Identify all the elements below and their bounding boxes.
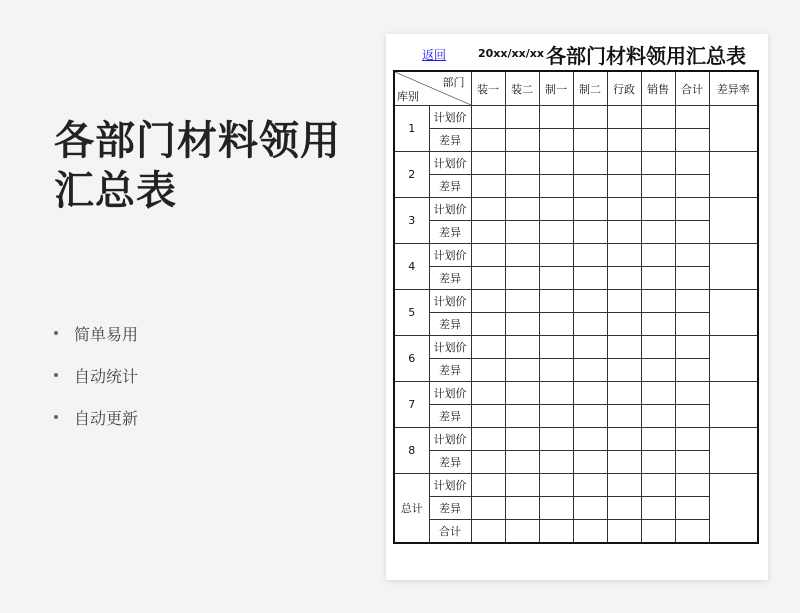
corner-warehouse-label: 库别 <box>397 90 419 103</box>
sheet-date: 20xx/xx/xx <box>478 47 544 60</box>
value-cell[interactable] <box>573 520 607 544</box>
value-cell[interactable] <box>505 175 539 198</box>
value-cell[interactable] <box>573 359 607 382</box>
value-cell[interactable] <box>471 497 505 520</box>
value-cell[interactable] <box>505 382 539 405</box>
total-row <box>394 520 758 544</box>
variance-rate-cell[interactable] <box>709 428 758 474</box>
value-cell[interactable] <box>607 405 641 428</box>
value-cell[interactable] <box>573 198 607 221</box>
feature-label: 简单易用 <box>74 324 139 344</box>
table-row <box>394 221 758 244</box>
corner-dept-label: 部门 <box>442 76 465 89</box>
total-row <box>394 497 758 520</box>
row-label-cell: 计划价 <box>429 106 471 129</box>
table-row <box>394 198 758 221</box>
table-row <box>394 428 758 451</box>
value-cell[interactable] <box>675 428 709 451</box>
value-cell[interactable] <box>641 129 675 152</box>
value-cell[interactable] <box>505 267 539 290</box>
table-row <box>394 382 758 405</box>
group-number-cell: 2 <box>394 152 429 198</box>
value-cell[interactable] <box>607 129 641 152</box>
back-link[interactable]: 返回 <box>422 48 447 62</box>
row-label-cell: 差异 <box>429 313 471 336</box>
value-cell[interactable] <box>607 198 641 221</box>
value-cell[interactable] <box>607 520 641 544</box>
column-header: 制一 <box>539 71 573 106</box>
value-cell[interactable] <box>505 129 539 152</box>
value-cell[interactable] <box>675 267 709 290</box>
value-cell[interactable] <box>539 451 573 474</box>
value-cell[interactable] <box>573 175 607 198</box>
bullet-icon <box>54 415 58 419</box>
value-cell[interactable] <box>675 152 709 175</box>
page-title-line-2: 汇总表 <box>54 168 177 214</box>
value-cell[interactable] <box>539 497 573 520</box>
value-cell[interactable] <box>539 175 573 198</box>
value-cell[interactable] <box>573 106 607 129</box>
value-cell[interactable] <box>539 405 573 428</box>
value-cell[interactable] <box>675 405 709 428</box>
table-row <box>394 129 758 152</box>
value-cell[interactable] <box>641 290 675 313</box>
row-label-cell: 计划价 <box>429 198 471 221</box>
column-header: 合计 <box>675 71 709 106</box>
value-cell[interactable] <box>641 359 675 382</box>
value-cell[interactable] <box>675 451 709 474</box>
value-cell[interactable] <box>505 106 539 129</box>
value-cell[interactable] <box>573 428 607 451</box>
value-cell[interactable] <box>539 106 573 129</box>
feature-item <box>54 312 138 354</box>
row-label-cell: 计划价 <box>429 428 471 451</box>
value-cell[interactable] <box>471 405 505 428</box>
row-label-cell: 差异 <box>429 405 471 428</box>
value-cell[interactable] <box>607 451 641 474</box>
value-cell[interactable] <box>607 267 641 290</box>
value-cell[interactable] <box>539 428 573 451</box>
value-cell[interactable] <box>607 382 641 405</box>
value-cell[interactable] <box>505 405 539 428</box>
group-number-cell: 4 <box>394 244 429 290</box>
table-row <box>394 175 758 198</box>
value-cell[interactable] <box>607 152 641 175</box>
corner-header-cell <box>394 71 471 106</box>
value-cell[interactable] <box>471 474 505 497</box>
value-cell[interactable] <box>641 336 675 359</box>
row-label-cell: 差异 <box>429 359 471 382</box>
value-cell[interactable] <box>675 474 709 497</box>
row-label-cell: 差异 <box>429 175 471 198</box>
value-cell[interactable] <box>505 428 539 451</box>
value-cell[interactable] <box>641 152 675 175</box>
row-label-cell: 差异 <box>429 221 471 244</box>
value-cell[interactable] <box>641 244 675 267</box>
value-cell[interactable] <box>641 313 675 336</box>
variance-rate-cell[interactable] <box>709 382 758 428</box>
value-cell[interactable] <box>675 336 709 359</box>
value-cell[interactable] <box>675 290 709 313</box>
row-label-cell: 合计 <box>429 520 471 544</box>
value-cell[interactable] <box>573 451 607 474</box>
value-cell[interactable] <box>573 405 607 428</box>
value-cell[interactable] <box>539 474 573 497</box>
feature-item <box>54 354 138 396</box>
value-cell[interactable] <box>573 336 607 359</box>
value-cell[interactable] <box>573 244 607 267</box>
value-cell[interactable] <box>607 106 641 129</box>
value-cell[interactable] <box>539 290 573 313</box>
table-body <box>394 71 758 543</box>
table-row <box>394 451 758 474</box>
value-cell[interactable] <box>573 382 607 405</box>
value-cell[interactable] <box>641 474 675 497</box>
value-cell[interactable] <box>505 520 539 544</box>
value-cell[interactable] <box>607 175 641 198</box>
value-cell[interactable] <box>505 336 539 359</box>
value-cell[interactable] <box>641 428 675 451</box>
value-cell[interactable] <box>471 451 505 474</box>
value-cell[interactable] <box>539 520 573 544</box>
table-row <box>394 290 758 313</box>
value-cell[interactable] <box>573 497 607 520</box>
value-cell[interactable] <box>505 451 539 474</box>
feature-label: 自动统计 <box>74 366 139 386</box>
row-label-cell: 计划价 <box>429 336 471 359</box>
value-cell[interactable] <box>539 359 573 382</box>
value-cell[interactable] <box>505 474 539 497</box>
value-cell[interactable] <box>607 336 641 359</box>
value-cell[interactable] <box>505 313 539 336</box>
value-cell[interactable] <box>471 290 505 313</box>
value-cell[interactable] <box>607 497 641 520</box>
total-label-cell: 总计 <box>394 474 429 544</box>
value-cell[interactable] <box>607 221 641 244</box>
variance-rate-cell[interactable] <box>709 290 758 336</box>
value-cell[interactable] <box>641 451 675 474</box>
value-cell[interactable] <box>471 382 505 405</box>
value-cell[interactable] <box>641 267 675 290</box>
column-header: 制二 <box>573 71 607 106</box>
value-cell[interactable] <box>539 267 573 290</box>
column-header: 销售 <box>641 71 675 106</box>
row-label-cell: 计划价 <box>429 382 471 405</box>
value-cell[interactable] <box>505 198 539 221</box>
value-cell[interactable] <box>641 198 675 221</box>
column-header: 装一 <box>471 71 505 106</box>
sheet-title: 各部门材料领用汇总表 <box>546 44 746 68</box>
value-cell[interactable] <box>471 129 505 152</box>
group-number-cell: 7 <box>394 382 429 428</box>
value-cell[interactable] <box>539 129 573 152</box>
value-cell[interactable] <box>471 175 505 198</box>
value-cell[interactable] <box>539 198 573 221</box>
row-label-cell: 差异 <box>429 451 471 474</box>
page-title-line-1: 各部门材料领用 <box>54 118 341 164</box>
value-cell[interactable] <box>675 382 709 405</box>
value-cell[interactable] <box>471 221 505 244</box>
value-cell[interactable] <box>471 336 505 359</box>
table-row <box>394 405 758 428</box>
column-header: 装二 <box>505 71 539 106</box>
value-cell[interactable] <box>471 520 505 544</box>
value-cell[interactable] <box>641 382 675 405</box>
variance-rate-cell[interactable] <box>709 106 758 152</box>
value-cell[interactable] <box>641 405 675 428</box>
value-cell[interactable] <box>675 359 709 382</box>
value-cell[interactable] <box>539 221 573 244</box>
value-cell[interactable] <box>675 129 709 152</box>
value-cell[interactable] <box>641 175 675 198</box>
value-cell[interactable] <box>573 474 607 497</box>
value-cell[interactable] <box>505 152 539 175</box>
value-cell[interactable] <box>675 244 709 267</box>
value-cell[interactable] <box>607 428 641 451</box>
table-row <box>394 359 758 382</box>
value-cell[interactable] <box>607 290 641 313</box>
row-label-cell: 计划价 <box>429 290 471 313</box>
value-cell[interactable] <box>471 244 505 267</box>
row-label-cell: 计划价 <box>429 152 471 175</box>
row-label-cell: 差异 <box>429 267 471 290</box>
value-cell[interactable] <box>539 313 573 336</box>
variance-rate-cell[interactable] <box>709 474 758 544</box>
value-cell[interactable] <box>607 359 641 382</box>
group-number-cell: 1 <box>394 106 429 152</box>
value-cell[interactable] <box>573 267 607 290</box>
value-cell[interactable] <box>675 520 709 544</box>
value-cell[interactable] <box>641 106 675 129</box>
value-cell[interactable] <box>675 106 709 129</box>
summary-table <box>393 70 759 544</box>
value-cell[interactable] <box>675 313 709 336</box>
variance-rate-cell[interactable] <box>709 336 758 382</box>
group-number-cell: 8 <box>394 428 429 474</box>
value-cell[interactable] <box>641 520 675 544</box>
value-cell[interactable] <box>539 336 573 359</box>
value-cell[interactable] <box>539 244 573 267</box>
group-number-cell: 6 <box>394 336 429 382</box>
header-row <box>394 71 758 106</box>
row-label-cell: 差异 <box>429 497 471 520</box>
value-cell[interactable] <box>675 221 709 244</box>
bullet-icon <box>54 373 58 377</box>
table-row <box>394 106 758 129</box>
table-row <box>394 244 758 267</box>
column-header: 行政 <box>607 71 641 106</box>
value-cell[interactable] <box>607 244 641 267</box>
column-header: 差异率 <box>709 71 758 106</box>
value-cell[interactable] <box>607 313 641 336</box>
value-cell[interactable] <box>471 359 505 382</box>
value-cell[interactable] <box>675 198 709 221</box>
spreadsheet-preview <box>386 34 768 580</box>
table-row <box>394 152 758 175</box>
page-title <box>54 116 341 216</box>
value-cell[interactable] <box>505 244 539 267</box>
value-cell[interactable] <box>471 267 505 290</box>
bullet-icon <box>54 331 58 335</box>
value-cell[interactable] <box>641 221 675 244</box>
value-cell[interactable] <box>539 382 573 405</box>
group-number-cell: 3 <box>394 198 429 244</box>
table-row <box>394 336 758 359</box>
sheet-header <box>386 34 768 70</box>
value-cell[interactable] <box>675 497 709 520</box>
value-cell[interactable] <box>505 359 539 382</box>
value-cell[interactable] <box>573 290 607 313</box>
value-cell[interactable] <box>471 152 505 175</box>
value-cell[interactable] <box>471 313 505 336</box>
value-cell[interactable] <box>539 152 573 175</box>
variance-rate-cell[interactable] <box>709 152 758 198</box>
value-cell[interactable] <box>675 175 709 198</box>
row-label-cell: 差异 <box>429 129 471 152</box>
value-cell[interactable] <box>573 313 607 336</box>
value-cell[interactable] <box>505 497 539 520</box>
value-cell[interactable] <box>573 152 607 175</box>
value-cell[interactable] <box>641 497 675 520</box>
feature-label: 自动更新 <box>74 408 139 428</box>
feature-item <box>54 396 138 438</box>
table-row <box>394 313 758 336</box>
value-cell[interactable] <box>471 198 505 221</box>
group-number-cell: 5 <box>394 290 429 336</box>
value-cell[interactable] <box>505 290 539 313</box>
variance-rate-cell[interactable] <box>709 244 758 290</box>
value-cell[interactable] <box>471 106 505 129</box>
value-cell[interactable] <box>607 474 641 497</box>
value-cell[interactable] <box>573 221 607 244</box>
value-cell[interactable] <box>505 221 539 244</box>
value-cell[interactable] <box>573 129 607 152</box>
row-label-cell: 计划价 <box>429 474 471 497</box>
value-cell[interactable] <box>471 428 505 451</box>
row-label-cell: 计划价 <box>429 244 471 267</box>
total-row <box>394 474 758 497</box>
table-row <box>394 267 758 290</box>
feature-list <box>54 312 138 438</box>
variance-rate-cell[interactable] <box>709 198 758 244</box>
